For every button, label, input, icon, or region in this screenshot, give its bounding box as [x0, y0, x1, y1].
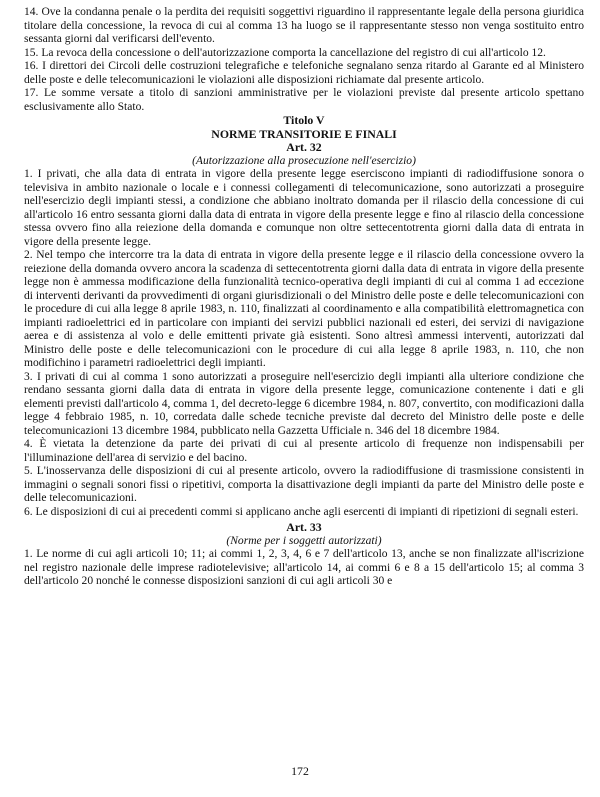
article-32 — [24, 141, 584, 519]
article-32-paragraph-6: 6. Le disposizioni di cui ai precedenti commi si applicano anche agli esercenti di impianti di ripetizioni di segnali esteri. — [24, 505, 579, 518]
page-number: 172 — [291, 764, 309, 778]
article-33-paragraph-1: 1. Le norme di cui agli articoli 10; 11; ai commi 1, 2, 3, 4, 6 e 7 dell'articolo 13, anche se non finalizzate all'iscrizione nel registro nazionale delle imprese radiotelevisive; all'articolo 14, ai commi 6 e 8 a 15 dell'articolo 15; al comma 3 dell'articolo 20 nonché le connesse disposizioni sanzioni di cui agli articoli 30 e — [24, 548, 584, 587]
article-32-paragraph-3: 3. I privati di cui al comma 1 sono autorizzati a proseguire nell'esercizio degli impianti alla ulteriore condizione che rendano sessanta giorni dalla data di entrata in vigore della presente legge, comunicazione contenente i dati e gli elementi previsti dall'articolo 4, comma 1, del decreto-legge 6 dicembre 1984, n. 807, convertito, con modificazioni dalla legge 4 febbraio 1985, n. 10, corredata dalle schede tecniche previste dal decreto del Ministro delle poste e delle telecomunicazioni 13 dicembre 1984, pubblicato nella Gazzetta Ufficiale n. 346 del 18 dicembre 1984. — [24, 370, 584, 437]
article-33-subtitle: (Norme per i soggetti autorizzati) — [226, 534, 382, 547]
titolo-label: Titolo V — [283, 113, 325, 127]
article-32-paragraph-2: 2. Nel tempo che intercorre tra la data di entrata in vigore della presente legge e il rilascio della concessione ovvero la reiezione della domanda ovvero ancora la scadenza di settecentotrenta giorni dalla data di entrata in vigore della presente legge non è ammessa modificazione della funzionalità tecnico-operativa degli impianti di cui al comma 1 ad eccezione di interventi derivanti da provvedimenti di organi giurisdizionali o del Ministro delle poste e delle telecomunicazioni con le procedure di cui alla legge 8 aprile 1983, n. 110, finalizzati al coordinamento e alla compatibilità elettromagnetica con impianti radioelettrici ed in particolare con impianti dei servizi pubblici nazionali ed esteri, dei servizi di navigazione aerea e di assistenza al volo e delle emittenti private già esistenti. Sono altresì ammessi interventi, autorizzati dal Ministro delle poste e delle telecomunicazioni con le procedure di cui alla legge 8 aprile 1983, n. 110, che non modifichino i parametri radioelettrici degli impianti. — [24, 249, 584, 369]
paragraph-14: 14. Ove la condanna penale o la perdita dei requisiti soggettivi riguardino il rappresentante legale della persona giuridica titolare della concessione, la revoca di cui al comma 13 ha luogo se il rappresentante stesso non venga sostituito entro sessanta giorni dal verificarsi dell'evento. — [24, 6, 584, 45]
article-32-paragraph-1: 1. I privati, che alla data di entrata in vigore della presente legge eserciscono impianti di radiodiffusione sonora o televisiva in ambito nazionale o locale e i connessi collegamenti di telecomunicazione, sono autorizzati a proseguire nell'esercizio degli impianti stessi, a condizione che abbiano inoltrato domanda per il rilascio della concessione di cui all'articolo 16 entro sessanta giorni dalla data di entrata in vigore della presente legge e fino al rilascio della concessione stessa ovvero fino alla reiezione della domanda e comunque non oltre settecentotrenta giorni dalla data di entrata in vigore della presente legge. — [24, 168, 584, 248]
paragraph-16: 16. I direttori dei Circoli delle costruzioni telegrafiche e telefoniche segnalano senza ritardo al Garante ed al Ministero delle poste e delle telecomunicazioni le violazioni alle disposizioni richiamate dal presente articolo. — [24, 60, 584, 86]
document-page — [24, 6, 584, 589]
section-previous-article — [24, 6, 584, 114]
article-32-subtitle: (Autorizzazione alla prosecuzione nell'esercizio) — [192, 154, 416, 167]
article-32-paragraph-4: 4. È vietata la detenzione da parte dei privati di cui al presente articolo di frequenze non indispensabili per l'illuminazione dell'area di servizio e del bacino. — [24, 438, 584, 464]
paragraph-17: 17. Le somme versate a titolo di sanzioni amministrative per le violazioni previste dal presente articolo spettano esclusivamente allo Stato. — [24, 87, 584, 113]
titolo-name: NORME TRANSITORIE E FINALI — [211, 126, 397, 141]
paragraph-15: 15. La revoca della concessione o dell'autorizzazione comporta la cancellazione del registro di cui all'articolo 12. — [24, 46, 546, 59]
article-32-paragraph-5: 5. L'inosservanza delle disposizioni di cui al presente articolo, ovvero la radiodiffusione di trasmissione consistenti in immagini o segnali sonori fissi o ripetitivi, comporta la disattivazione degli impianti da parte del Ministro delle poste e delle telecomunicazioni. — [24, 465, 584, 504]
article-32-heading: Art. 32 — [286, 140, 322, 154]
article-33 — [24, 521, 584, 589]
article-33-heading: Art. 33 — [286, 520, 322, 534]
